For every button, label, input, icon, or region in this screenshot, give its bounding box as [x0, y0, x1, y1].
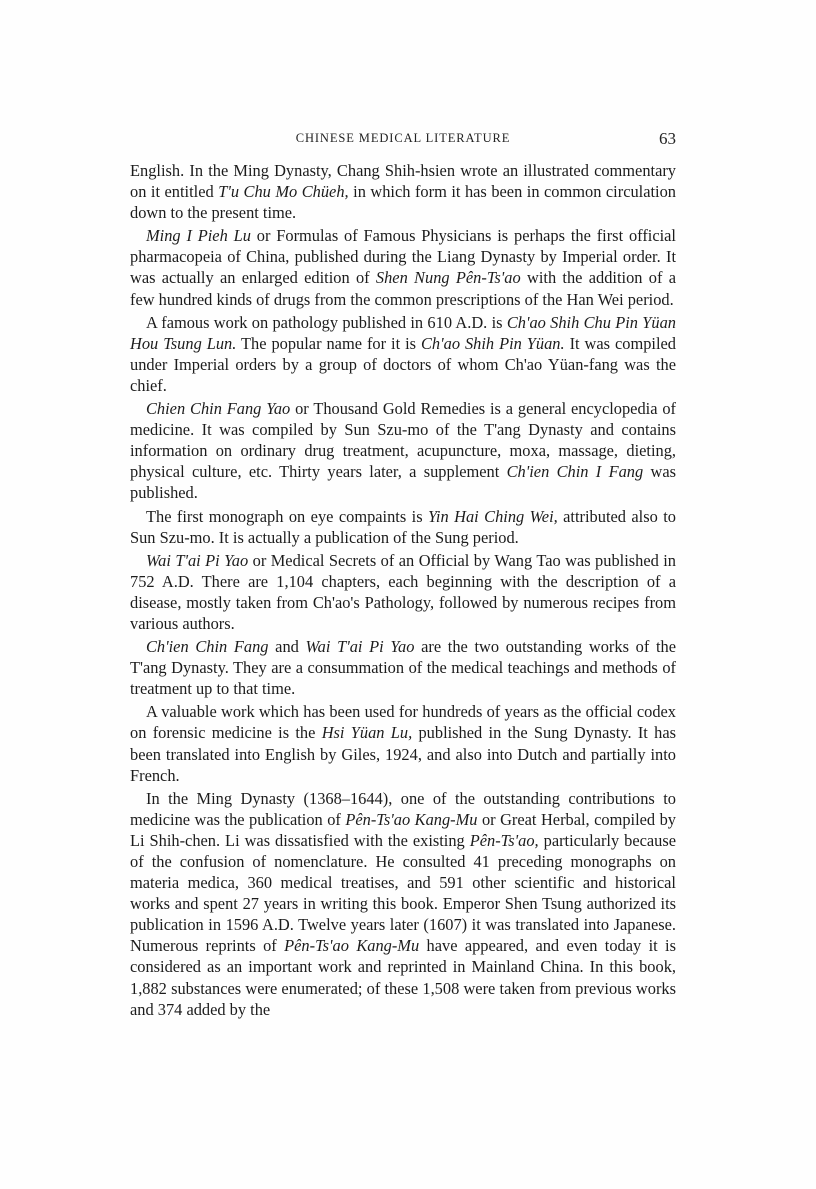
italic-title: Hsi Yüan Lu, [321, 723, 413, 743]
text-run: or Great Herbal, compiled by Li Shih-chen. Li was dissatisfied with the existing [130, 809, 676, 850]
italic-title: Ch'ien Chin I Fang [506, 462, 644, 482]
italic-title: Pên-Ts'ao Kang-Mu [345, 809, 478, 829]
text-run: A valuable work which has been used for hundreds of years as the official codex on forensic medicine is the [130, 702, 676, 743]
text-run: attributed also to Sun Szu-mo. It is actually a publication of the Sung period. [130, 506, 676, 547]
page-number: 63 [659, 129, 676, 148]
italic-title: T'u Chu Mo Chüeh, [218, 182, 349, 202]
text-run: in which form it has been in common circulation down to the present time. [130, 182, 676, 223]
text-run: English. In the Ming Dynasty, Chang Shih-hsien wrote an illustrated commentary on it entitled [130, 161, 676, 202]
paragraph [130, 312, 676, 396]
text-run: The first monograph on eye compaints is [146, 506, 429, 526]
paragraph [130, 788, 676, 1020]
text-run: or Medical Secrets of an Official by Wang Tao was published in 752 A.D. There are 1,104 chapters, each beginning with the description of a disease, mostly taken from Ch'ao's Pathology, followed by numerous recipes from various authors. [130, 550, 676, 633]
text-run: are the two outstanding works of the T'ang Dynasty. They are a consummation of the medical teachings and methods of treatment up to that time. [130, 637, 676, 699]
italic-title: Pên-Ts'ao, [469, 830, 539, 850]
italic-title: Pên-Ts'ao Kang-Mu [284, 936, 420, 956]
text-run: was published. [130, 462, 676, 503]
paragraph [130, 506, 676, 548]
italic-title: Wai T'ai Pi Yao [146, 550, 249, 570]
italic-title: Ch'ao Shih Chu Pin Yüan Hou Tsung Lun. [130, 312, 676, 353]
text-run: or Formulas of Famous Physicians is perhaps the first official pharmacopeia of China, published during the Liang Dynasty by Imperial order. It was actually an enlarged edition of [130, 226, 676, 288]
italic-title: Yin Hai Ching Wei, [428, 506, 558, 526]
paragraph [130, 398, 676, 503]
text-run: have appeared, and even today it is considered as an important work and reprinted in Mainland China. In this book, 1,882 substances were enumerated; of these 1,508 were taken from previous works and 374 added by the [130, 936, 676, 1019]
text-run: and [268, 637, 306, 657]
paragraph [130, 550, 676, 634]
italic-title: Shen Nung Pên-Ts'ao [375, 268, 521, 288]
text-run: In the Ming Dynasty (1368–1644), one of the outstanding contributions to medicine was the publication of [130, 788, 676, 829]
text-run: published in the Sung Dynasty. It has been translated into English by Giles, 1924, and also into Dutch and partially into French. [130, 723, 677, 785]
text-run: with the addition of a few hundred kinds of drugs from the common prescriptions of the Han Wei period. [130, 268, 676, 309]
text-run: particularly because of the confusion of nomenclature. He consulted 41 preceding monographs on materia medica, 360 medical treatises, and 591 other scientific and historical works and spent 27 years in writing this book. Emperor Shen Tsung authorized its publication in 1596 A.D. Twelve years later (1607) it was translated into Japanese. Numerous reprints of [130, 830, 676, 956]
italic-title: Ch'ien Chin Fang [146, 637, 269, 657]
running-title: CHINESE MEDICAL LITERATURE [295, 131, 511, 145]
italic-title: Chien Chin Fang Yao [146, 399, 291, 419]
running-head [130, 131, 676, 153]
italic-title: Ch'ao Shih Pin Yüan. [420, 333, 565, 353]
text-run: A famous work on pathology published in 610 A.D. is [146, 312, 507, 332]
text-run: It was compiled under Imperial orders by a group of doctors of whom Ch'ao Yüan-fang was the chief. [130, 333, 676, 395]
italic-title: Ming I Pieh Lu [146, 226, 251, 246]
text-run: or Thousand Gold Remedies is a general encyclopedia of medicine. It was compiled by Sun Szu-mo of the T'ang Dynasty and contains information on ordinary drug treatment, acupuncture, moxa, massage, dieting, physical culture, etc. Thirty years later, a supplement [130, 399, 677, 482]
paragraph [130, 160, 676, 223]
paragraph [130, 636, 676, 699]
body-text [130, 160, 676, 1022]
paragraph [130, 701, 676, 785]
text-run: The popular name for it is [236, 333, 421, 353]
italic-title: Wai T'ai Pi Yao [305, 637, 415, 657]
paragraph [130, 225, 676, 309]
